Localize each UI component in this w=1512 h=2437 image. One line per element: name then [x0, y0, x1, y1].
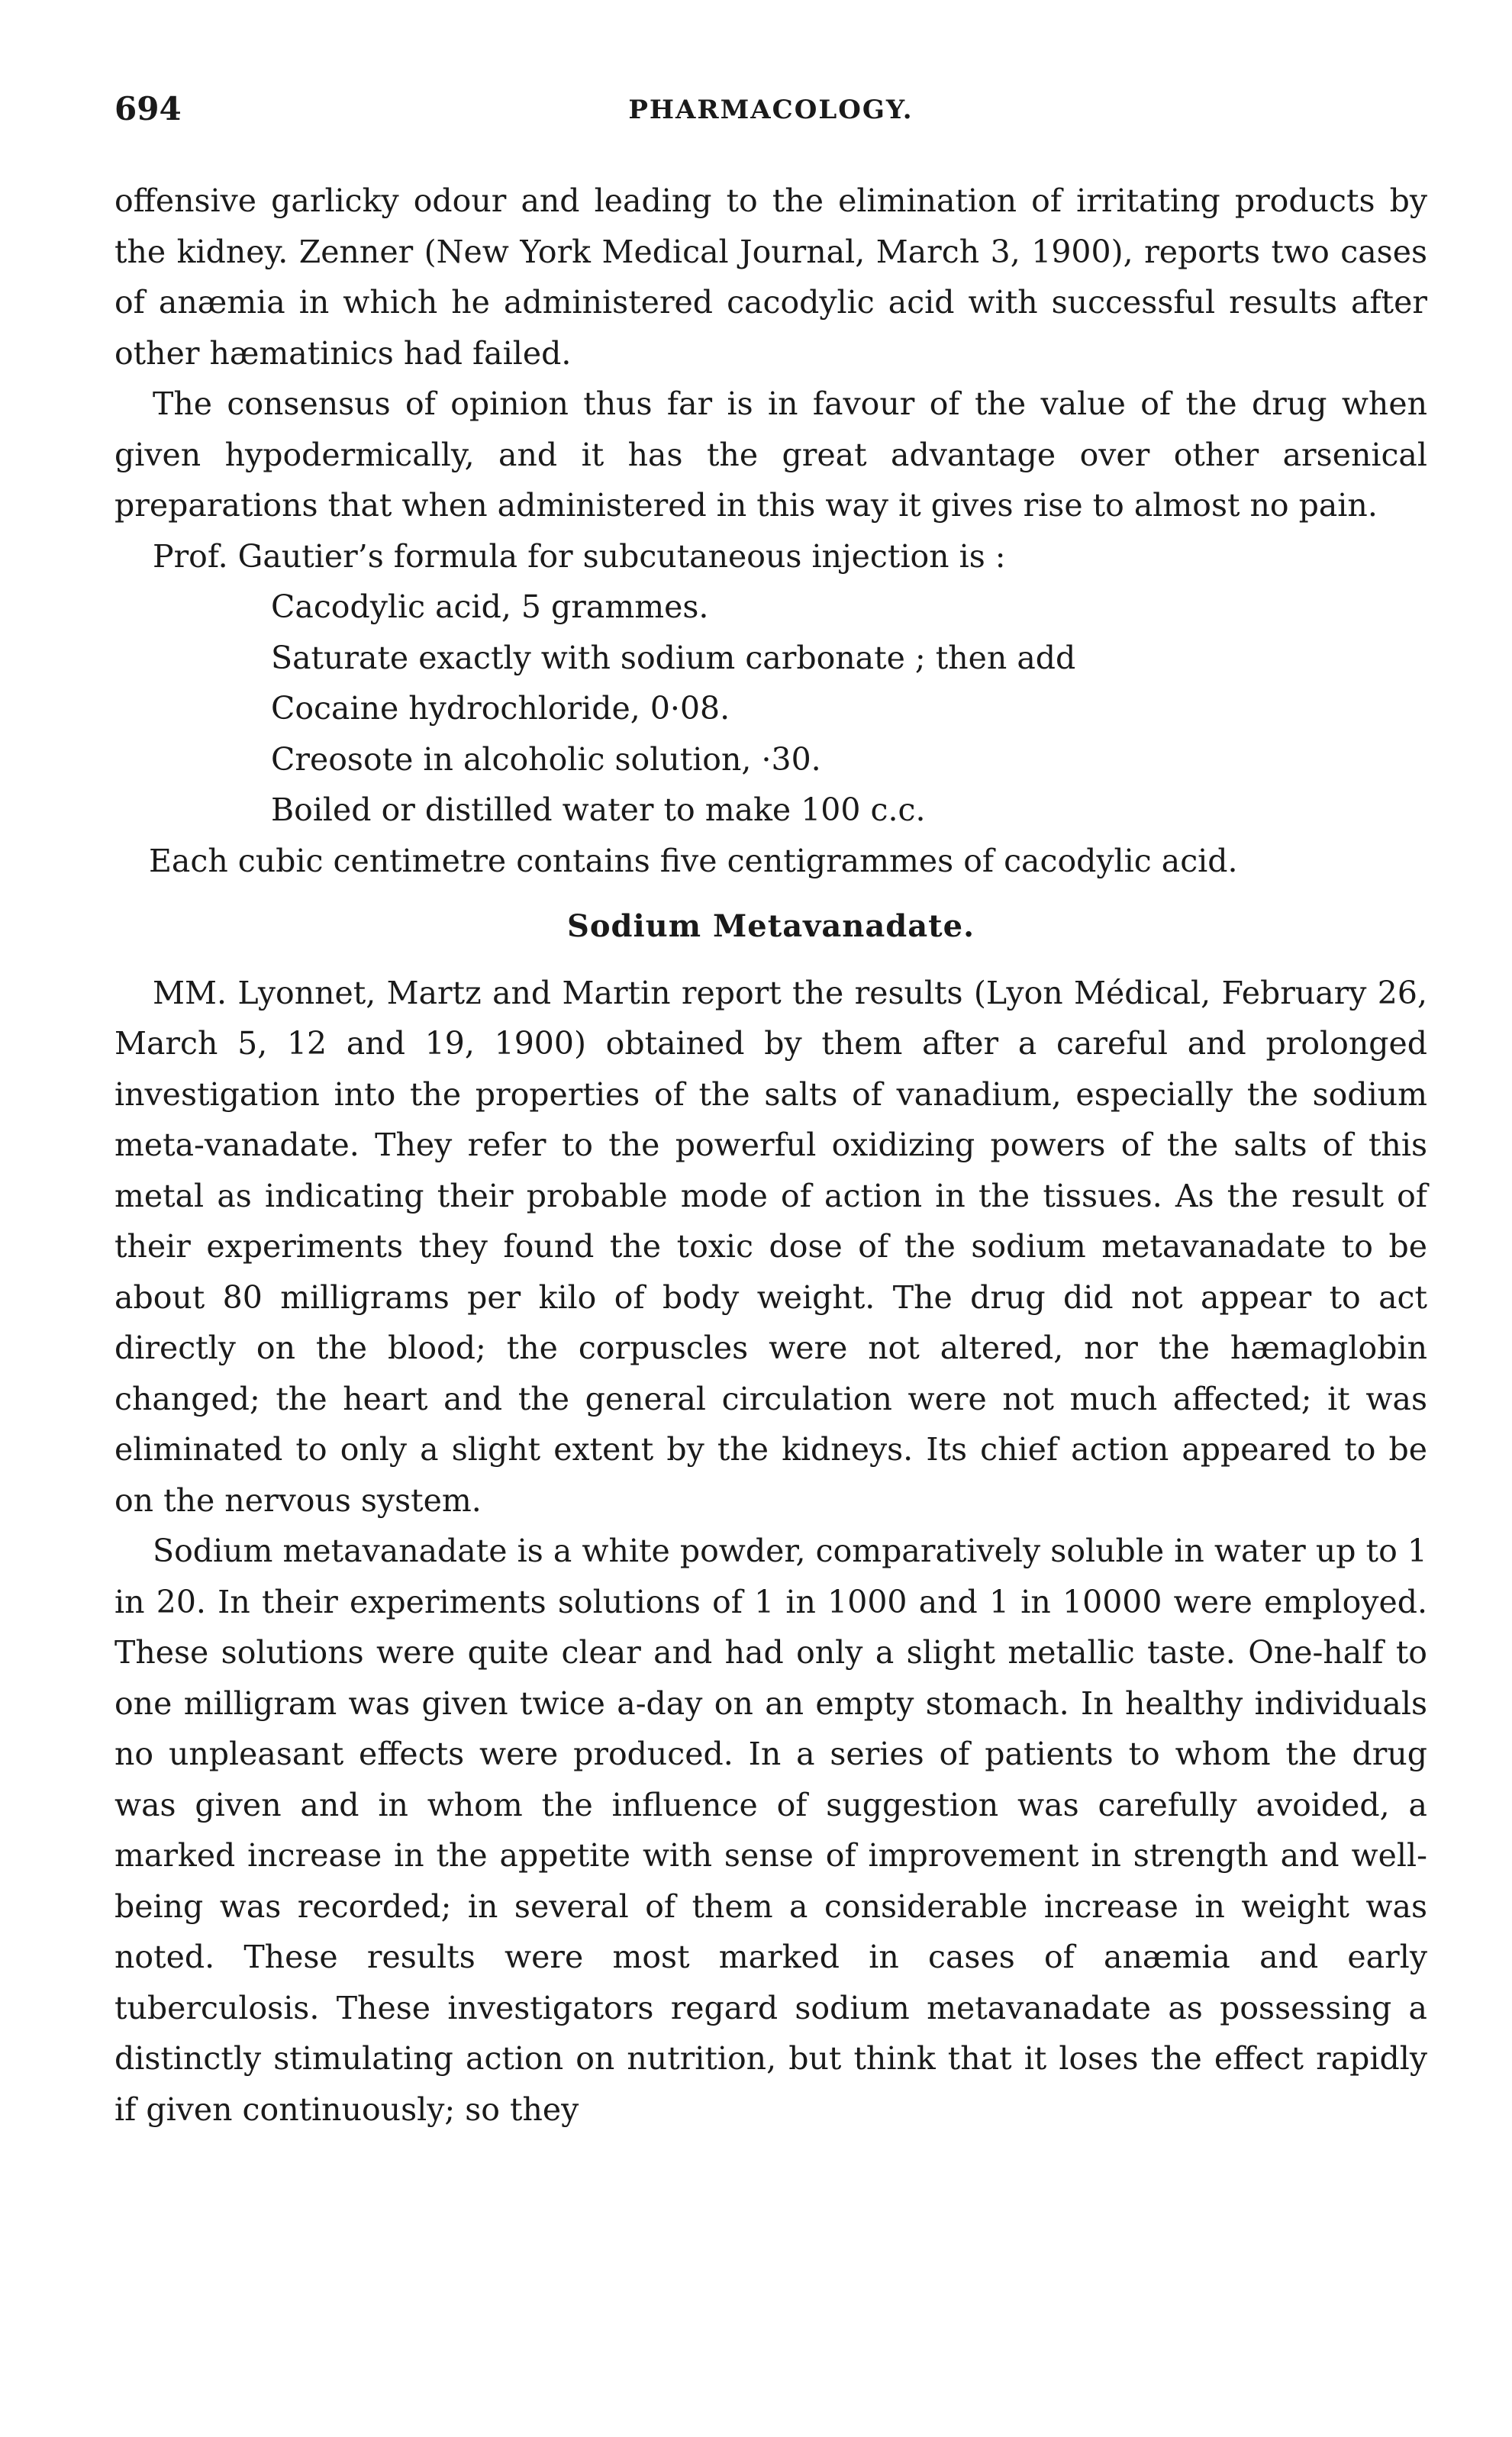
running-title: PHARMACOLOGY. [628, 95, 914, 125]
paragraph: MM. Lyonnet, Martz and Martin report the results (Lyon Médical, February 26, March 5, 12 and 19, 1900) obtained by them after a careful and prolonged investigation into the properties of the salts of vanadium, especially the sodium meta-vanadate. They refer to the powerful oxidizing powers of the salts of this metal as indicating their probable mode of action in the tissues. As the result of their experiments they found the toxic dose of the sodium metavanadate to be about 80 milligrams per kilo of body weight. The drug did not appear to act directly on the blood; the corpuscles were not altered, nor the hæmaglobin changed; the heart and the general circulation were not much affected; it was eliminated to only a slight extent by the kidneys. Its chief action appeared to be on the nervous system. [114, 974, 1427, 1519]
formula-intro: Prof. Gautier’s formula for subcutaneous injection is : [153, 537, 1006, 575]
body-text [114, 176, 1427, 2135]
formula-closing: Each cubic centimetre contains five centigrammes of cacodylic acid. [149, 842, 1238, 879]
page-header [114, 90, 1427, 143]
section-heading: Sodium Metavanadate. [566, 908, 975, 944]
formula-line: Boiled or distilled water to make 100 c.c. [271, 791, 926, 828]
formula-line: Cacodylic acid, 5 grammes. [271, 588, 709, 625]
paragraph: Sodium metavanadate is a white powder, comparatively soluble in water up to 1 in 20. In their experiments solutions of 1 in 1000 and 1 in 10000 were employed. These solutions were quite clear and had only a slight metallic taste. One-half to one milligram was given twice a-day on an empty stomach. In healthy individuals no unpleasant effects were produced. In a series of patients to whom the drug was given and in whom the influence of suggestion was carefully avoided, a marked increase in the appetite with sense of improvement in strength and well-being was recorded; in several of them a considerable increase in weight was noted. These results were most marked in cases of anæmia and early tuberculosis. These investigators regard sodium metavanadate as possessing a distinctly stimulating action on nutrition, but think that it loses the effect rapidly if given continuously; so they [114, 1533, 1427, 2128]
formula-list [271, 582, 1427, 836]
paragraph: offensive garlicky odour and leading to the elimination of irritating products by the kidney. Zenner (New York Medical Journal, March 3, 1900), reports two cases of anæmia in which he administered cacodylic acid with successful results after other hæmatinics had failed. [114, 182, 1427, 372]
formula-line: Cocaine hydrochloride, 0·08. [271, 690, 730, 727]
formula-line: Saturate exactly with sodium carbonate ; then add [271, 639, 1076, 676]
paragraph: The consensus of opinion thus far is in favour of the value of the drug when given hypodermically, and it has the great advantage over other arsenical preparations that when administered in this way it gives rise to almost no pain. [114, 385, 1427, 524]
formula-line: Creosote in alcoholic solution, ·30. [271, 740, 821, 778]
page-number: 694 [114, 90, 182, 127]
